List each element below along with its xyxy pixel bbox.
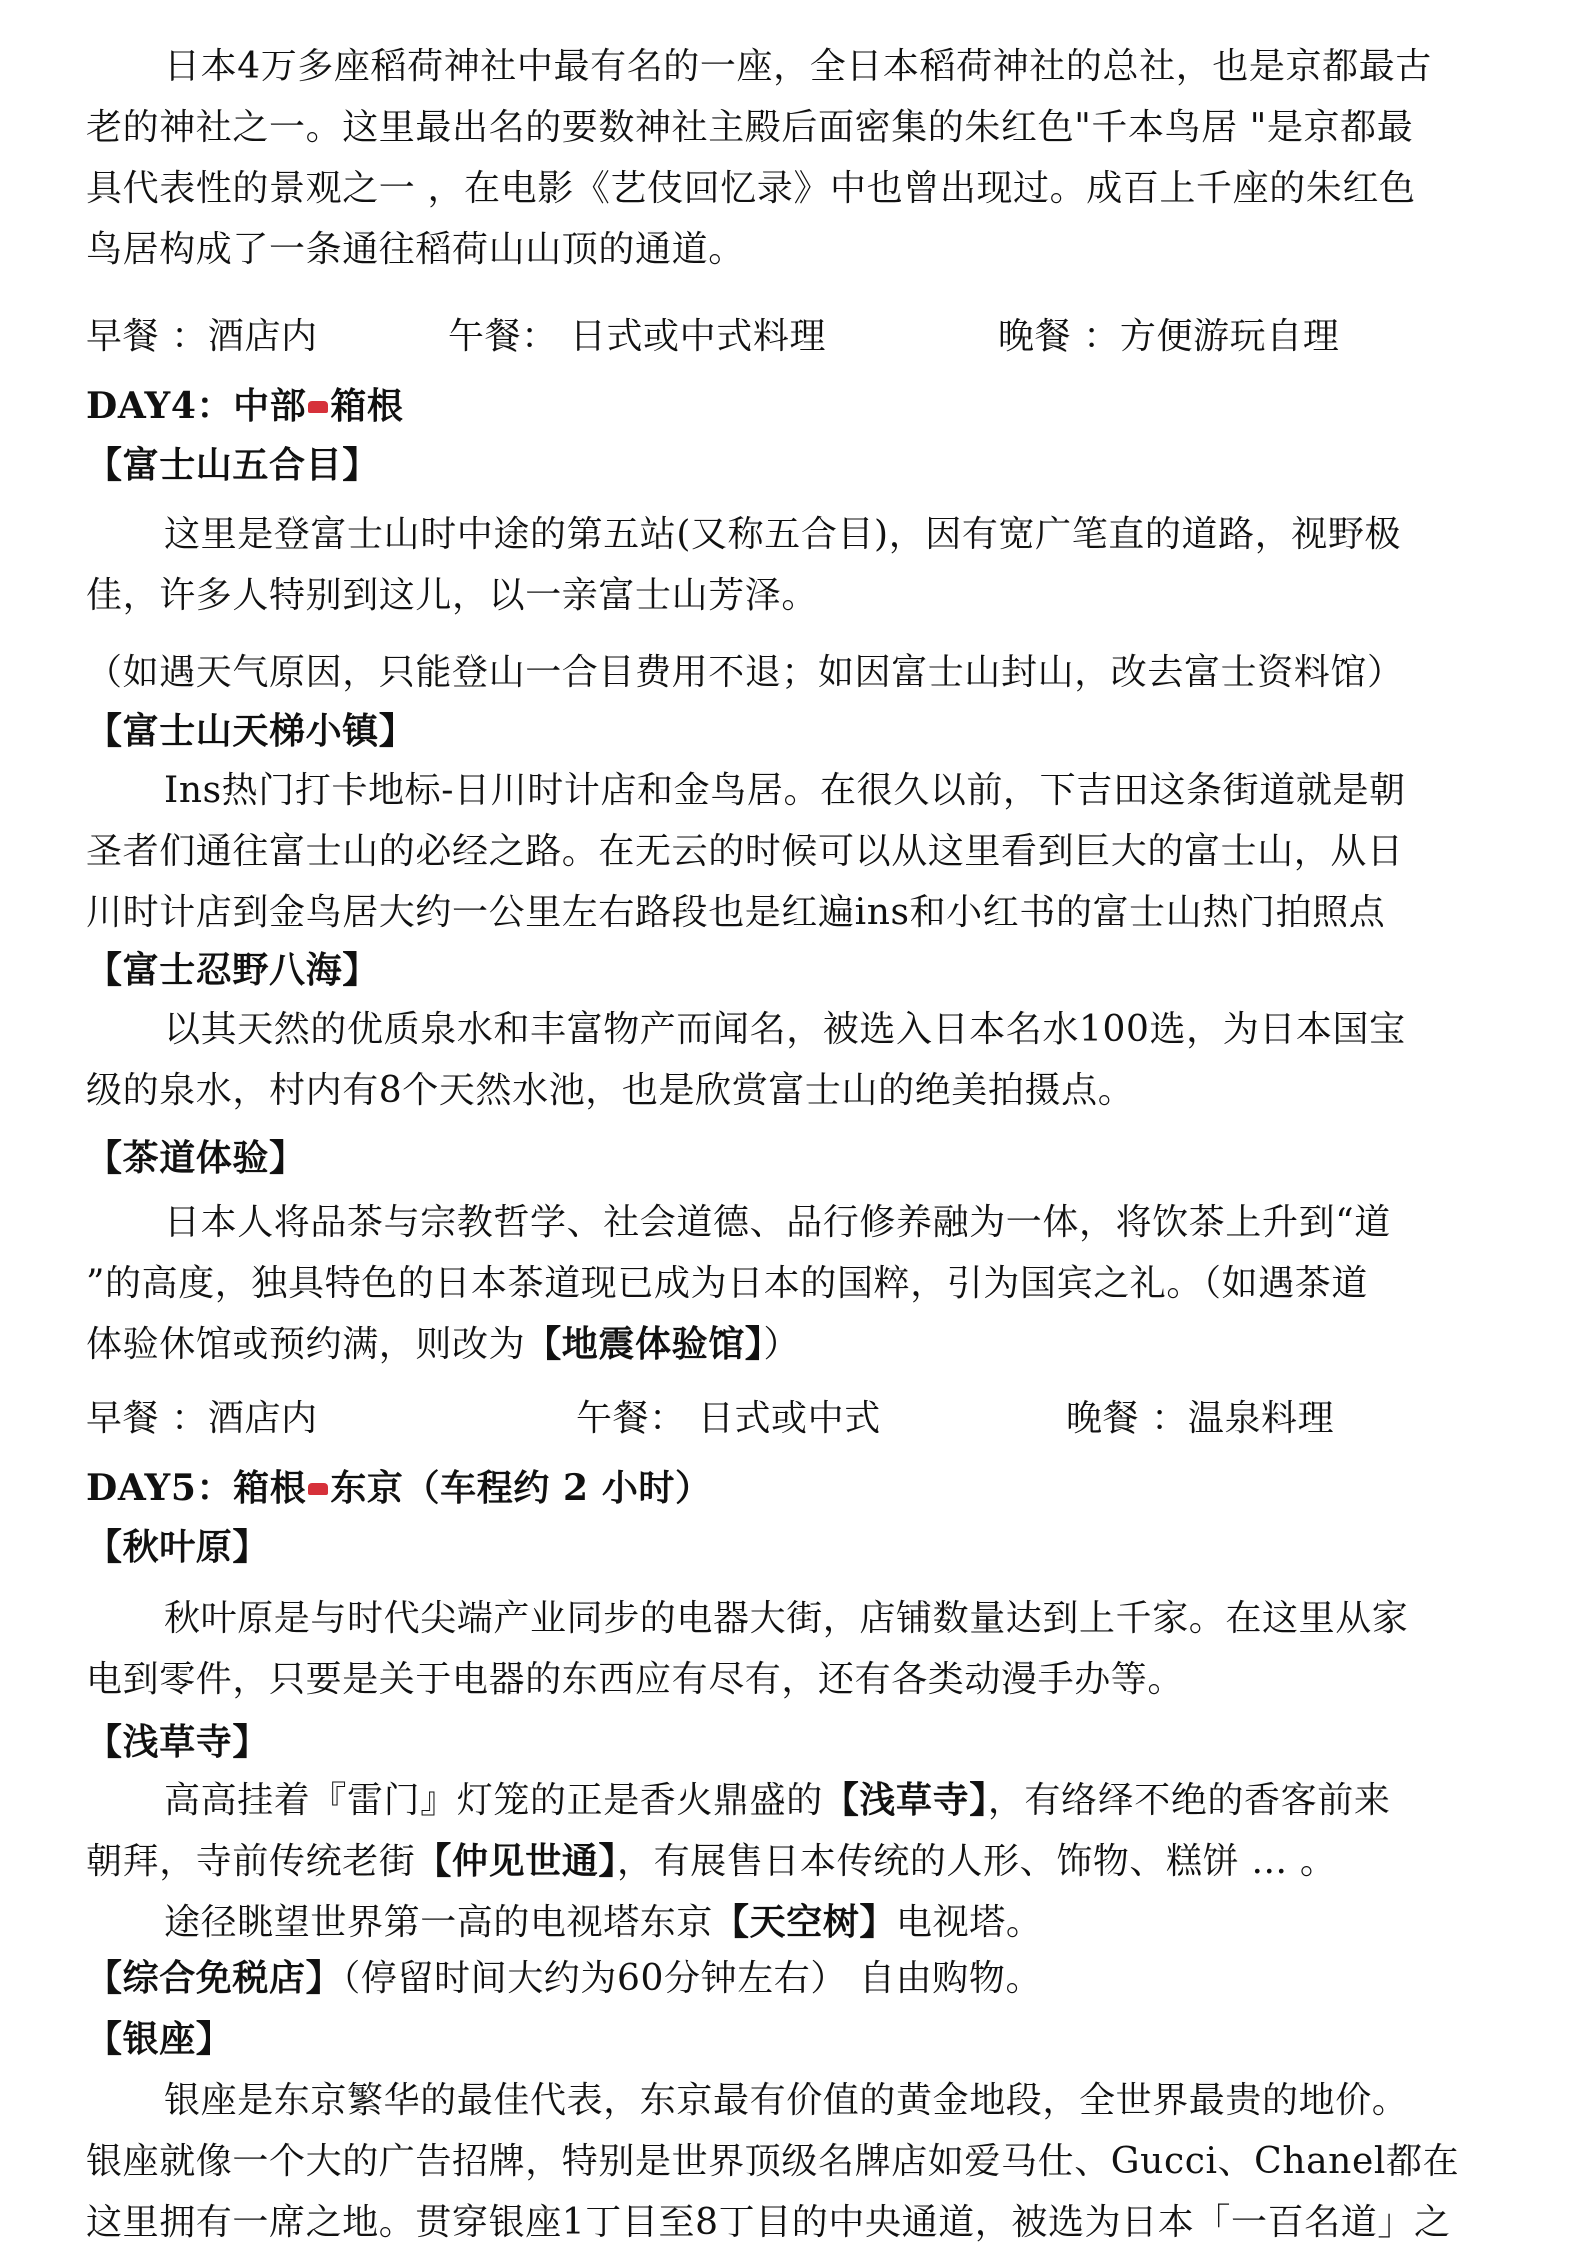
- lunch-text: 午餐： 日式或中式: [576, 1398, 881, 1439]
- note-weather: （如遇天气原因，只能登山一合目费用不退；如因富士山封山，改去富士资料馆）: [86, 652, 1404, 693]
- text-line: Ins热门打卡地标-日川时计店和金鸟居。在很久以前，下吉田这条街道就是朝: [164, 770, 1406, 811]
- meals-line-day4: [86, 1390, 1501, 1439]
- text-line: 日本人将品茶与宗教哲学、社会道德、品行修养融为一体，将饮茶上升到“道: [164, 1202, 1391, 1243]
- section-title-oshino-hakkai: 【富士忍野八海】: [86, 949, 379, 991]
- car-icon: [308, 401, 328, 413]
- breakfast-text: 早餐 ：酒店内: [86, 1398, 318, 1439]
- day4-label: DAY4：中部: [86, 385, 307, 427]
- sensoji-name: 【浅草寺】: [822, 1779, 988, 1821]
- meals-line-day3: [86, 308, 1501, 357]
- dinner-text: 晚餐 ：方便游玩自理: [998, 316, 1340, 357]
- text-span: ，有展售日本传统的人形、饰物、糕饼 … 。: [617, 1841, 1337, 1882]
- text-line: [86, 1314, 1501, 1375]
- earthquake-museum-name: 【地震体验馆】: [525, 1323, 764, 1365]
- section-title-fuji-5th-station: 【富士山五合目】: [86, 444, 379, 486]
- paragraph-fushimi-inari: [86, 36, 1501, 280]
- text-span: 途径眺望世界第一高的电视塔东京: [164, 1902, 714, 1943]
- paragraph-akihabara: [86, 1588, 1501, 1710]
- text-line: 秋叶原是与时代尖端产业同步的电器大街，店铺数量达到上千家。在这里从家: [164, 1598, 1409, 1639]
- section-title-akihabara: 【秋叶原】: [86, 1526, 270, 1568]
- text-span: ）: [763, 1324, 801, 1365]
- text-line: 这里拥有一席之地。贯穿银座1丁目至8丁目的中央通道，被选为日本「一百名道」之: [86, 2202, 1451, 2243]
- nakamise-name: 【仲见世通】: [415, 1840, 618, 1882]
- text-line: 以其天然的优质泉水和丰富物产而闻名，被选入日本名水100选，为日本国宝: [164, 1009, 1406, 1050]
- skytree-name: 【天空树】: [713, 1901, 897, 1943]
- text-line: [86, 1770, 1501, 1831]
- text-line: 圣者们通往富士山的必经之路。在无云的时候可以从这里看到巨大的富士山，从日: [86, 831, 1404, 872]
- text-span: 电视塔。: [896, 1902, 1043, 1943]
- day5-label: DAY5：箱根: [86, 1467, 307, 1509]
- section-title-ginza: 【银座】: [86, 2018, 233, 2060]
- car-icon: [308, 1483, 328, 1495]
- day5-heading: [86, 1460, 1501, 1511]
- duty-free-note: （停留时间大约为60分钟左右） 自由购物。: [342, 1958, 1043, 1999]
- text-line: ”的高度，独具特色的日本茶道现已成为日本的国粹，引为国宾之礼。（如遇茶道: [86, 1263, 1369, 1304]
- duty-free-line: [86, 1950, 1501, 2001]
- text-line: [86, 1831, 1501, 1892]
- paragraph-tea-ceremony: [86, 1192, 1501, 1375]
- breakfast-text: 早餐 ：酒店内: [86, 316, 318, 357]
- text-span: 体验休馆或预约满，则改为: [86, 1324, 526, 1365]
- dinner-text: 晚餐 ：温泉料理: [1066, 1398, 1335, 1439]
- paragraph-ginza: [86, 2070, 1501, 2253]
- paragraph-sensoji: [86, 1770, 1501, 1953]
- lunch-text: 午餐： 日式或中式料理: [448, 316, 827, 357]
- section-title-tianti-town: 【富士山天梯小镇】: [86, 710, 416, 752]
- text-line: 具代表性的景观之一 ，在电影《艺伎回忆录》中也曾出现过。成百上千座的朱红色: [86, 168, 1416, 209]
- text-line: 银座是东京繁华的最佳代表，东京最有价值的黄金地段，全世界最贵的地价。: [164, 2080, 1409, 2121]
- section-title-duty-free: 【综合免税店】: [86, 1957, 343, 1999]
- paragraph-tianti-town: [86, 760, 1501, 943]
- day5-destination: 东京（车程约 2 小时）: [330, 1467, 712, 1509]
- text-line: 佳，许多人特别到这儿，以一亲富士山芳泽。: [86, 575, 819, 616]
- text-line: 级的泉水，村内有8个天然水池，也是欣赏富士山的绝美拍摄点。: [86, 1070, 1135, 1111]
- text-line: 老的神社之一。这里最出名的要数神社主殿后面密集的朱红色"千本鸟居 "是京都最: [86, 107, 1414, 148]
- text-span: 高高挂着『雷门』灯笼的正是香火鼎盛的: [164, 1780, 823, 1821]
- text-span: ，有络绎不绝的香客前来: [987, 1780, 1391, 1821]
- text-line: 日本4万多座稻荷神社中最有名的一座，全日本稻荷神社的总社，也是京都最古: [164, 46, 1432, 87]
- text-line: 银座就像一个大的广告招牌，特别是世界顶级名牌店如爱马仕、Gucci、Chanel都在: [86, 2141, 1460, 2182]
- text-line: 电到零件，只要是关于电器的东西应有尽有，还有各类动漫手办等。: [86, 1659, 1185, 1700]
- text-line: [86, 1892, 1501, 1953]
- day4-destination: 箱根: [330, 385, 404, 427]
- paragraph-fuji-5th-station: [86, 504, 1501, 626]
- day4-heading: [86, 378, 1501, 429]
- section-title-sensoji: 【浅草寺】: [86, 1721, 270, 1763]
- text-line: 鸟居构成了一条通往稻荷山山顶的通道。: [86, 229, 745, 270]
- text-line: 川时计店到金鸟居大约一公里左右路段也是红遍ins和小红书的富士山热门拍照点: [86, 892, 1386, 933]
- section-title-tea-ceremony: 【茶道体验】: [86, 1137, 306, 1179]
- text-line: 这里是登富士山时中途的第五站(又称五合目)，因有宽广笔直的道路，视野极: [164, 514, 1402, 555]
- text-span: 朝拜，寺前传统老街: [86, 1841, 416, 1882]
- paragraph-oshino-hakkai: [86, 999, 1501, 1121]
